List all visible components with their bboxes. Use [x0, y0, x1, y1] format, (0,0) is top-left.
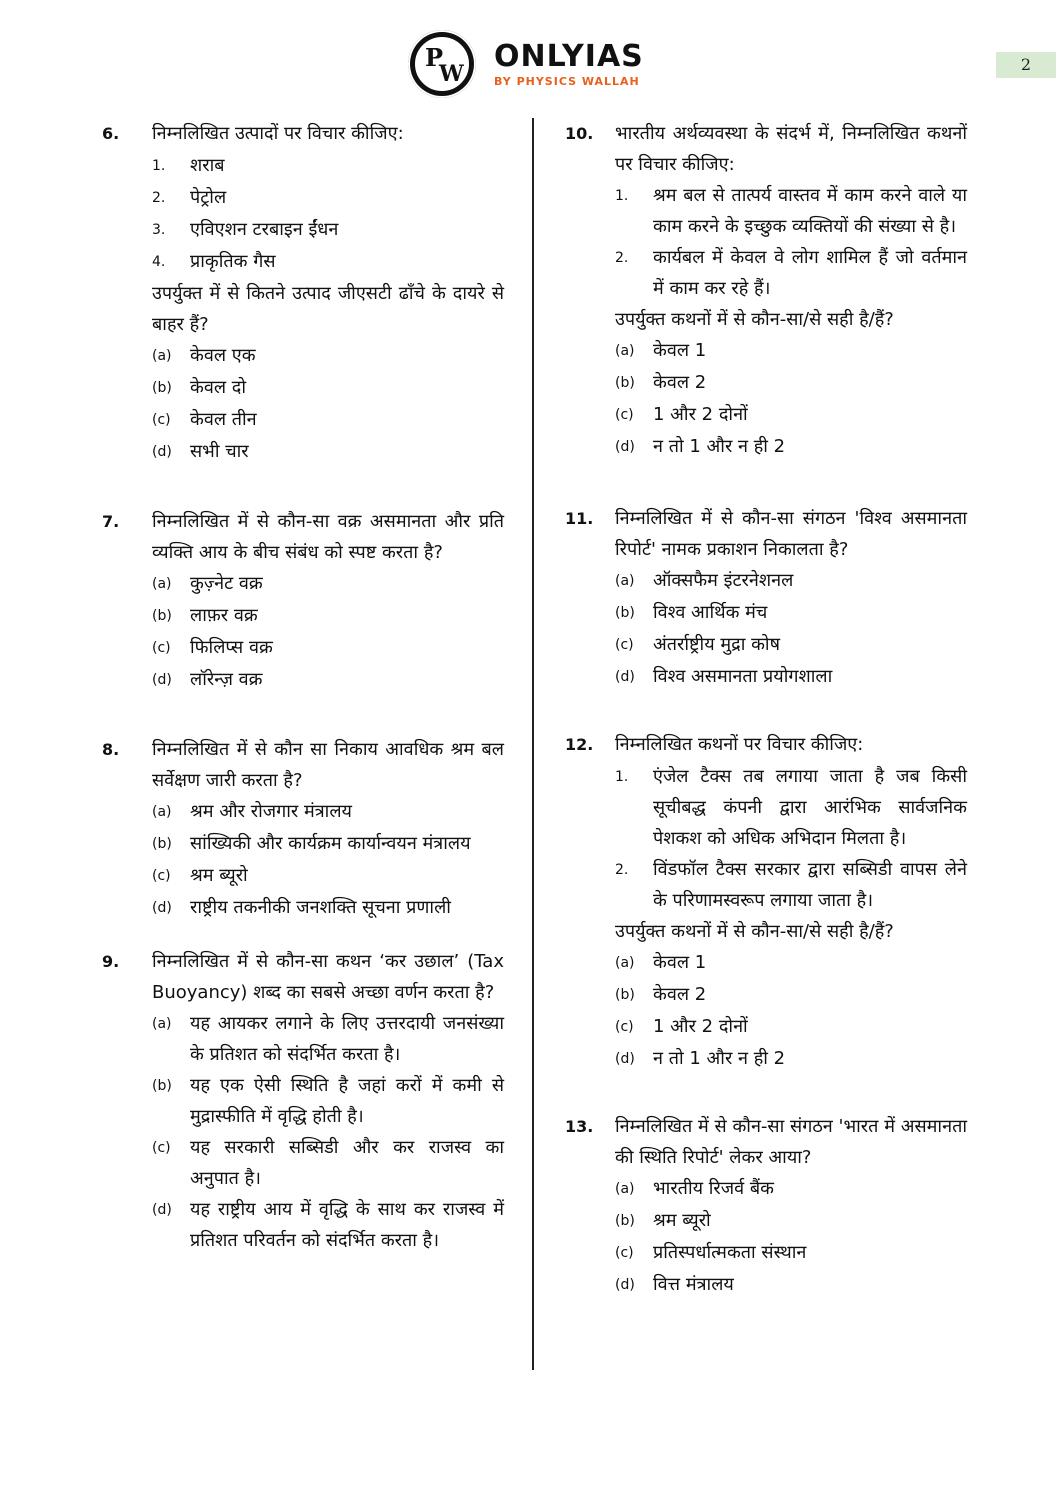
question-number: 10.: [565, 124, 594, 143]
question-12: [565, 729, 967, 1075]
answer-option: [615, 1269, 967, 1301]
statement-item: [152, 246, 504, 278]
question-text: भारतीय अर्थव्यवस्था के संदर्भ में, निम्नलिखित कथनों पर विचार कीजिए:: [615, 123, 967, 175]
option-label: (c): [152, 640, 171, 656]
item-label: 3.: [152, 222, 166, 238]
question-prompt: उपर्युक्त में से कितने उत्पाद जीएसटी ढाँचे के दायरे से बाहर हैं?: [152, 283, 504, 335]
statement-item: [615, 854, 967, 916]
answer-option: [615, 565, 967, 597]
question-8: [102, 734, 504, 924]
option-text: केवल दो: [190, 377, 246, 398]
question-number: 7.: [102, 512, 120, 531]
option-text: श्रम ब्यूरो: [190, 865, 248, 886]
option-label: (c): [152, 868, 171, 884]
option-text: ऑक्सफैम इंटरनेशनल: [653, 570, 794, 591]
option-text: 1 और 2 दोनों: [653, 404, 748, 425]
option-text: भारतीय रिजर्व बैंक: [653, 1178, 774, 1199]
item-text: कार्यबल में केवल वे लोग शामिल हैं जो वर्तमान में काम कर रहे हैं।: [653, 247, 967, 299]
option-text: केवल 2: [653, 372, 707, 393]
option-text: केवल एक: [190, 345, 256, 366]
statement-item: [152, 150, 504, 182]
question-number: 9.: [102, 952, 120, 971]
option-text: केवल 2: [653, 984, 707, 1005]
answer-option: [615, 399, 967, 431]
item-label: 1.: [615, 188, 629, 204]
option-text: सांख्यिकी और कार्यक्रम कार्यान्वयन मंत्रालय: [190, 833, 471, 854]
question-7: [102, 506, 504, 696]
option-label: (b): [152, 380, 172, 396]
option-label: (d): [615, 669, 635, 685]
option-text: श्रम ब्यूरो: [653, 1210, 711, 1231]
option-label: (d): [615, 1051, 635, 1067]
option-label: (b): [152, 1078, 172, 1094]
option-text: केवल 1: [653, 340, 707, 361]
item-label: 1.: [152, 158, 166, 174]
page-number: 2: [996, 52, 1056, 78]
column-divider: [532, 118, 534, 1370]
option-text: विश्व आर्थिक मंच: [653, 602, 768, 623]
option-text: यह आयकर लगाने के लिए उत्तरदायी जनसंख्या के प्रतिशत को संदर्भित करता है।: [190, 1013, 504, 1065]
option-text: श्रम और रोजगार मंत्रालय: [190, 801, 352, 822]
option-text: वित्त मंत्रालय: [653, 1274, 734, 1295]
item-label: 2.: [615, 250, 629, 266]
option-label: (c): [615, 637, 634, 653]
answer-option: [615, 947, 967, 979]
answer-option: [152, 436, 504, 468]
answer-option: [152, 372, 504, 404]
answer-option: [152, 404, 504, 436]
answer-option: [152, 860, 504, 892]
question-11: [565, 503, 967, 693]
answer-option: [615, 1237, 967, 1269]
item-text: एंजेल टैक्स तब लगाया जाता है जब किसी सूचीबद्ध कंपनी द्वारा आरंभिक सार्वजनिक पेशकश को अधिक अभिदान मिलता है।: [653, 766, 967, 849]
option-label: (a): [615, 573, 635, 589]
question-number: 13.: [565, 1117, 594, 1136]
option-label: (c): [615, 1245, 634, 1261]
answer-option: [615, 597, 967, 629]
right-column: [565, 118, 967, 1301]
option-label: (a): [615, 343, 635, 359]
option-text: न तो 1 और न ही 2: [653, 1048, 786, 1069]
question-prompt: उपर्युक्त कथनों में से कौन-सा/से सही है/हैं?: [615, 309, 894, 330]
pw-logo-icon: [408, 30, 476, 98]
question-number: 12.: [565, 735, 594, 754]
option-label: (d): [152, 1202, 172, 1218]
answer-option: [152, 340, 504, 372]
item-label: 2.: [152, 190, 166, 206]
answer-option: [615, 1043, 967, 1075]
statement-item: [615, 761, 967, 854]
answer-option: [615, 1011, 967, 1043]
item-text: एविएशन टरबाइन ईंधन: [190, 219, 339, 240]
answer-option: [152, 568, 504, 600]
statement-item: [152, 182, 504, 214]
brand-subtitle: BY PHYSICS WALLAH: [494, 74, 640, 88]
item-text: पेट्रोल: [190, 187, 227, 208]
item-text: प्राकृतिक गैस: [190, 251, 276, 272]
option-text: राष्ट्रीय तकनीकी जनशक्ति सूचना प्रणाली: [190, 897, 451, 918]
answer-option: [615, 661, 967, 693]
option-label: (a): [152, 576, 172, 592]
answer-option: [152, 632, 504, 664]
option-text: न तो 1 और न ही 2: [653, 436, 786, 457]
option-text: अंतर्राष्ट्रीय मुद्रा कोष: [653, 634, 780, 655]
question-number: 8.: [102, 740, 120, 759]
option-label: (d): [152, 672, 172, 688]
option-label: (b): [152, 608, 172, 624]
option-text: सभी चार: [190, 441, 249, 462]
answer-option: [152, 828, 504, 860]
option-text: लॉरेन्ज़ वक्र: [190, 669, 263, 690]
option-text: केवल 1: [653, 952, 707, 973]
option-text: 1 और 2 दोनों: [653, 1016, 748, 1037]
option-text: केवल तीन: [190, 409, 257, 430]
question-9: [102, 946, 504, 1256]
option-label: (b): [152, 836, 172, 852]
option-label: (a): [152, 348, 172, 364]
item-text: शराब: [190, 155, 225, 176]
item-label: 4.: [152, 254, 166, 270]
option-label: (c): [615, 407, 634, 423]
answer-option: [615, 335, 967, 367]
option-label: (d): [615, 439, 635, 455]
answer-option: [615, 1205, 967, 1237]
answer-option: [152, 1008, 504, 1070]
answer-option: [615, 1173, 967, 1205]
item-text: श्रम बल से तात्पर्य वास्तव में काम करने वाले या काम करने के इच्छुक व्यक्तियों की संख्या से है।: [653, 185, 967, 237]
question-text: निम्नलिखित में से कौन-सा कथन ‘कर उछाल’ (Tax Buoyancy) शब्द का सबसे अच्छा वर्णन करता है?: [152, 951, 504, 1003]
option-label: (a): [615, 1181, 635, 1197]
option-label: (d): [152, 900, 172, 916]
statement-item: [615, 180, 967, 242]
option-text: विश्व असमानता प्रयोगशाला: [653, 666, 833, 687]
question-13: [565, 1111, 967, 1301]
answer-option: [615, 367, 967, 399]
question-6: [102, 118, 504, 468]
option-text: फिलिप्स वक्र: [190, 637, 273, 658]
question-number: 6.: [102, 124, 120, 143]
question-text: निम्नलिखित उत्पादों पर विचार कीजिए:: [152, 123, 404, 144]
option-label: (c): [152, 412, 171, 428]
brand-name: ONLYIAS: [494, 38, 644, 74]
option-label: (a): [152, 1016, 172, 1032]
option-label: (c): [152, 1140, 171, 1156]
question-text: निम्नलिखित में से कौन-सा संगठन 'भारत में असमानता की स्थिति रिपोर्ट' लेकर आया?: [615, 1116, 967, 1168]
statement-item: [615, 242, 967, 304]
answer-option: [615, 629, 967, 661]
answer-option: [152, 1194, 504, 1256]
answer-option: [152, 664, 504, 696]
option-label: (a): [615, 955, 635, 971]
question-prompt: उपर्युक्त कथनों में से कौन-सा/से सही है/हैं?: [615, 921, 894, 942]
option-label: (c): [615, 1019, 634, 1035]
page-header: [408, 30, 644, 98]
option-label: (a): [152, 804, 172, 820]
question-number: 11.: [565, 509, 594, 528]
question-text: निम्नलिखित में से कौन-सा वक्र असमानता और प्रति व्यक्ति आय के बीच संबंध को स्पष्ट करता है?: [152, 511, 504, 563]
option-text: प्रतिस्पर्धात्मकता संस्थान: [653, 1242, 807, 1263]
logo-letter-p: P: [425, 43, 444, 72]
item-label: 2.: [615, 862, 629, 878]
left-column: [102, 118, 504, 1256]
answer-option: [152, 892, 504, 924]
item-text: विंडफॉल टैक्स सरकार द्वारा सब्सिडी वापस लेने के परिणामस्वरूप लगाया जाता है।: [653, 859, 967, 911]
answer-option: [152, 600, 504, 632]
answer-option: [152, 1070, 504, 1132]
option-text: लाफ़र वक्र: [190, 605, 258, 626]
option-label: (b): [615, 605, 635, 621]
option-text: यह राष्ट्रीय आय में वृद्धि के साथ कर राजस्व में प्रतिशत परिवर्तन को संदर्भित करता है।: [190, 1199, 504, 1251]
option-label: (d): [615, 1277, 635, 1293]
answer-option: [152, 1132, 504, 1194]
question-text: निम्नलिखित में से कौन-सा संगठन 'विश्व असमानता रिपोर्ट' नामक प्रकाशन निकालता है?: [615, 508, 967, 560]
option-label: (b): [615, 987, 635, 1003]
option-label: (d): [152, 444, 172, 460]
question-text: निम्नलिखित कथनों पर विचार कीजिए:: [615, 734, 864, 755]
answer-option: [152, 796, 504, 828]
question-text: निम्नलिखित में से कौन सा निकाय आवधिक श्रम बल सर्वेक्षण जारी करता है?: [152, 739, 504, 791]
statement-item: [152, 214, 504, 246]
logo-letter-w: W: [439, 61, 464, 87]
option-text: यह सरकारी सब्सिडी और कर राजस्व का अनुपात है।: [190, 1137, 504, 1189]
question-10: [565, 118, 967, 463]
brand-block: [494, 38, 644, 88]
option-label: (b): [615, 1213, 635, 1229]
answer-option: [615, 431, 967, 463]
answer-option: [615, 979, 967, 1011]
option-label: (b): [615, 375, 635, 391]
option-text: कुज़्नेट वक्र: [190, 573, 263, 594]
item-label: 1.: [615, 769, 629, 785]
option-text: यह एक ऐसी स्थिति है जहां करों में कमी से मुद्रास्फीति में वृद्धि होती है।: [190, 1075, 504, 1127]
